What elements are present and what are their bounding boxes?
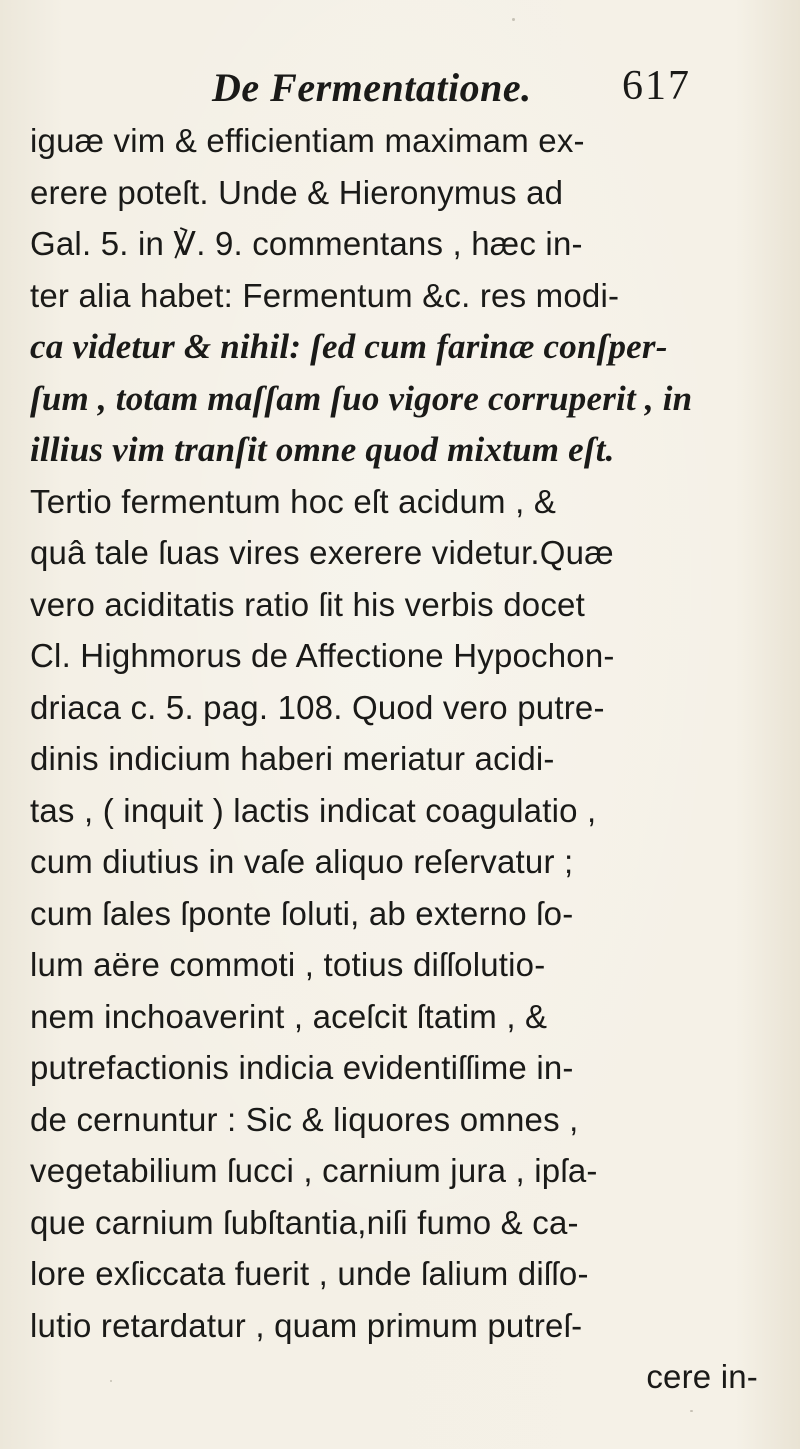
text-line: vero aciditatis ratio ſit his verbis docet: [30, 585, 585, 623]
page-number: 617: [622, 63, 691, 109]
text-line: de cernuntur : Sic & liquores omnes ,: [30, 1100, 579, 1138]
paper-speck: [110, 1380, 112, 1382]
text-line-italic: ſum , totam maſſam ſuo vigore corruperit , in: [30, 378, 693, 418]
text-line: cum ſales ſponte ſoluti, ab externo ſo-: [30, 894, 574, 932]
text-line: que carnium ſubſtantia,niſi fumo & ca-: [30, 1203, 579, 1241]
text-line: nem inchoaverint , aceſcit ſtatim , &: [30, 997, 548, 1035]
text-line-italic: ca videtur & nihil: ſed cum farinæ conſper-: [30, 327, 668, 366]
paper-speck: [690, 1410, 693, 1412]
text-line: lum aëre commoti , totius diſſolutio-: [30, 946, 546, 983]
text-line: lore exſiccata fuerit , unde ſalium diſſo-: [30, 1255, 589, 1292]
text-line: Gal. 5. in ℣. 9. commentans , hæc in-: [30, 225, 583, 262]
text-line-catchword: cere in-: [646, 1358, 758, 1395]
body-text: [30, 115, 780, 1403]
running-head: De Fermentatione.: [212, 65, 532, 110]
text-line: vegetabilium ſucci , carnium jura , ipſa-: [30, 1152, 598, 1189]
text-line: dinis indicium haberi meriatur acidi-: [30, 740, 555, 777]
text-line: driaca c. 5. pag. 108. Quod vero putre-: [30, 688, 605, 726]
paper-speck: [512, 18, 515, 21]
text-line-italic: illius vim tranſit omne quod mixtum eſt.: [30, 430, 615, 469]
text-line: putrefactionis indicia evidentiſſime in-: [30, 1049, 574, 1086]
text-line: quâ tale ſuas vires exerere videtur.Quæ: [30, 534, 614, 571]
text-line: iguæ vim & efficientiam maximam ex-: [30, 122, 585, 159]
text-line: lutio retardatur , quam primum putreſ-: [30, 1306, 583, 1344]
page-header: [0, 62, 800, 122]
text-line: ter alia habet: Fermentum &c. res modi-: [30, 276, 620, 314]
text-line: cum diutius in vaſe aliquo reſervatur ;: [30, 843, 574, 880]
text-line: Tertio fermentum hoc eſt acidum , &: [30, 482, 557, 520]
text-line: Cl. Highmorus de Affectione Hypochon-: [30, 637, 615, 674]
text-line: tas , ( inquit ) lactis indicat coagulatio ,: [30, 791, 597, 829]
text-line: erere poteſt. Unde & Hieronymus ad: [30, 173, 564, 211]
